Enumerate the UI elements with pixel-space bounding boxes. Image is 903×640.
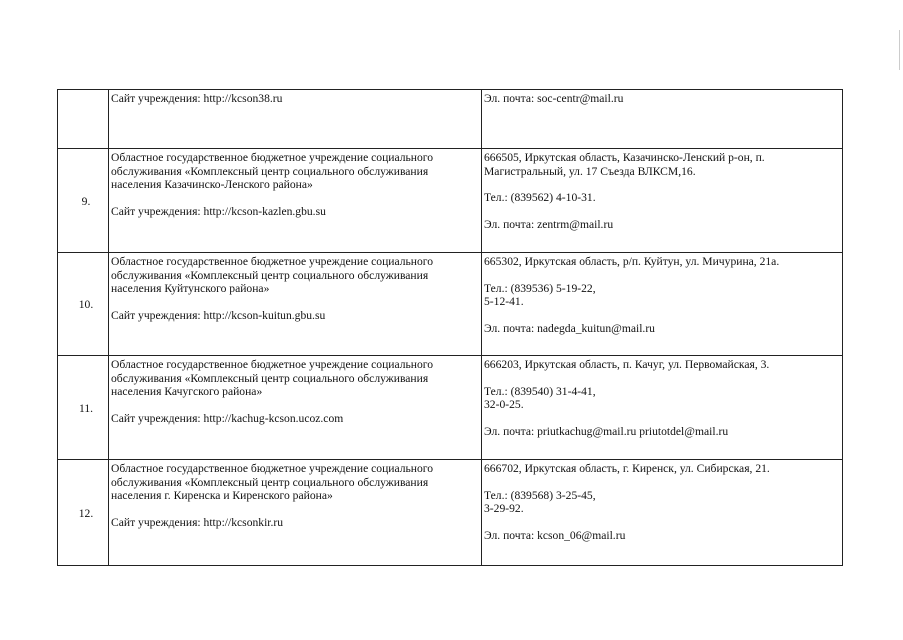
contact-cell [482, 356, 843, 460]
contact-cell [482, 460, 843, 566]
institution-site: Сайт учреждения: http://kcson-kazlen.gbu.su [111, 204, 326, 218]
table-row [58, 356, 843, 460]
contact-email: Эл. почта: nadegda_kuitun@mail.ru [484, 321, 655, 335]
contact-address: 666505, Иркутская область, Казачинско-Ленский р-он, п. Магистральный, ул. 17 Съезда ВЛКСМ,16. [484, 151, 765, 178]
table-row [58, 253, 843, 356]
contact-phone: Тел.: (839540) 31-4-41, [484, 384, 596, 398]
institution-site: Сайт учреждения: http://kcsonkir.ru [111, 515, 284, 529]
scan-edge-mark [899, 30, 900, 70]
institution-cell [109, 356, 482, 460]
contact-cell [482, 253, 843, 356]
institution-name: Областное государственное бюджетное учреждение социального обслуживания «Комплексный центр социального обслуживания населения Куйтунского района» [111, 255, 434, 295]
contact-email: Эл. почта: zentrm@mail.ru [484, 217, 614, 231]
row-number: 10. [58, 253, 109, 356]
row-number: 11. [58, 356, 109, 460]
contact-phone-extra: 5-12-41. [484, 295, 524, 308]
institutions-table [57, 89, 843, 566]
contact-phone-extra: 32-0-25. [484, 398, 524, 411]
institution-name: Областное государственное бюджетное учреждение социального обслуживания «Комплексный центр социального обслуживания населения Казачинско-Ленского района» [111, 151, 434, 191]
contact-cell [482, 90, 843, 149]
contact-phone: Тел.: (839536) 5-19-22, [484, 281, 596, 295]
contact-phone: Тел.: (839568) 3-25-45, [484, 488, 596, 502]
contact-cell [482, 149, 843, 253]
institution-cell [109, 253, 482, 356]
institution-site: Сайт учреждения: http://kcson-kuitun.gbu.su [111, 308, 326, 322]
row-number [58, 90, 109, 149]
contact-phone: Тел.: (839562) 4-10-31. [484, 191, 596, 204]
row-number: 9. [58, 149, 109, 253]
institution-site: Сайт учреждения: http://kachug-kcson.ucoz.com [111, 411, 344, 425]
contact-phone-extra: 3-29-92. [484, 502, 524, 515]
contact-address: 666203, Иркутская область, п. Качуг, ул. Первомайская, 3. [484, 358, 770, 371]
institution-cell [109, 90, 482, 149]
institution-cell [109, 460, 482, 566]
contact-address: 665302, Иркутская область, р/п. Куйтун, ул. Мичурина, 21а. [484, 255, 780, 268]
contact-address: 666702, Иркутская область, г. Киренск, ул. Сибирская, 21. [484, 462, 770, 475]
institution-name: Областное государственное бюджетное учреждение социального обслуживания «Комплексный центр социального обслуживания населения г. Киренска и Киренского района» [111, 462, 434, 502]
table-row [58, 460, 843, 566]
institution-cell [109, 149, 482, 253]
institution-name: Областное государственное бюджетное учреждение социального обслуживания «Комплексный центр социального обслуживания населения Качугского района» [111, 358, 434, 398]
contact-email: Эл. почта: priutkachug@mail.ru priutotdel@mail.ru [484, 424, 729, 438]
row-number: 12. [58, 460, 109, 566]
table-row [58, 90, 843, 149]
contact-email: Эл. почта: kcson_06@mail.ru [484, 528, 626, 542]
institution-site: Сайт учреждения: http://kcson38.ru [111, 92, 283, 105]
table-row [58, 149, 843, 253]
contact-email: Эл. почта: soc-centr@mail.ru [484, 92, 624, 105]
